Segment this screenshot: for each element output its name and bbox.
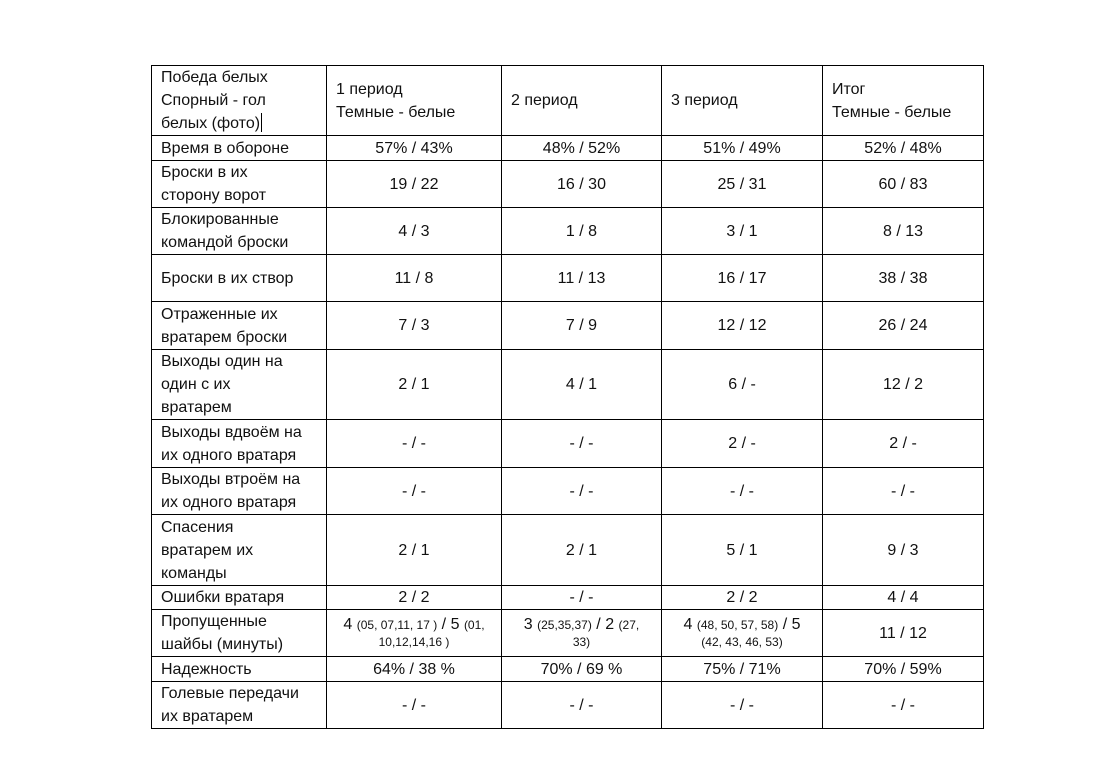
goal-minutes: (42, 43, 46, 53) xyxy=(701,635,783,649)
goals-cell-p3 xyxy=(662,610,823,657)
goal-minutes: 10,12,14,16 ) xyxy=(378,635,450,649)
stats-table xyxy=(151,65,984,729)
value-cell: - / - xyxy=(502,420,662,468)
goal-minutes: (27, xyxy=(618,618,640,632)
row-label-text: Выходы втроём на xyxy=(161,471,301,488)
row-label-text: команды xyxy=(161,564,227,582)
row-label xyxy=(152,420,327,468)
text-cursor xyxy=(261,113,262,132)
row-label-text: Ошибки вратаря xyxy=(161,589,285,606)
header-text: 1 период xyxy=(336,80,403,98)
goals-count: 3 xyxy=(523,616,533,633)
goals-count: 5 xyxy=(791,616,801,633)
header-text: Итог xyxy=(832,80,866,98)
row-label xyxy=(152,586,327,610)
value-cell: 51% / 49% xyxy=(662,136,823,161)
header-cell-period-2 xyxy=(502,66,662,136)
goal-minutes: (25,35,37) xyxy=(537,618,592,632)
row-label xyxy=(152,657,327,682)
value-cell: 12 / 12 xyxy=(662,302,823,350)
table-row xyxy=(152,136,984,161)
row-label xyxy=(152,682,327,729)
row-label-text: один с их xyxy=(161,376,231,393)
goal-minutes: (48, 50, 57, 58) xyxy=(696,618,779,632)
value-cell: 57% / 43% xyxy=(327,136,502,161)
value-cell: 19 / 22 xyxy=(327,161,502,208)
row-label-text: Голевые передачи xyxy=(161,685,299,702)
row-label xyxy=(152,350,327,420)
value-cell: - / - xyxy=(662,682,823,729)
table-row xyxy=(152,302,984,350)
row-label xyxy=(152,136,327,161)
header-cell-total xyxy=(823,66,984,136)
goals-count: 4 xyxy=(683,616,693,633)
goal-minutes: (05, 07,11, 17 ) xyxy=(356,618,438,632)
table-row xyxy=(152,350,984,420)
row-label-text: их одного вратаря xyxy=(161,494,297,511)
row-label xyxy=(152,468,327,515)
row-label-text: вратарем броски xyxy=(161,328,288,346)
value-cell: 16 / 30 xyxy=(502,161,662,208)
value-cell: 1 / 8 xyxy=(502,208,662,255)
row-label xyxy=(152,208,327,255)
value-cell: 25 / 31 xyxy=(662,161,823,208)
table-row xyxy=(152,468,984,515)
row-label-text: Блокированные xyxy=(161,211,279,228)
table-row xyxy=(152,161,984,208)
header-text: Темные - белые xyxy=(336,103,456,121)
value-cell: 6 / - xyxy=(662,350,823,420)
header-cell-result xyxy=(152,66,327,136)
value-cell: - / - xyxy=(823,682,984,729)
row-label xyxy=(152,161,327,208)
row-label-text: их одного вратаря xyxy=(161,446,297,464)
table-row xyxy=(152,420,984,468)
goals-count: 4 xyxy=(343,616,353,633)
row-label-text: Надежность xyxy=(161,660,252,678)
row-label-text: Выходы один на xyxy=(161,353,283,370)
row-label xyxy=(152,302,327,350)
header-text: Спорный - гол xyxy=(161,92,266,109)
value-cell: - / - xyxy=(662,468,823,515)
goals-separator: / xyxy=(596,616,601,633)
value-cell: 11 / 13 xyxy=(502,255,662,302)
row-label-text: Пропущенные xyxy=(161,613,267,630)
value-cell: 2 / 2 xyxy=(662,586,823,610)
row-label-text: Броски в их створ xyxy=(161,269,294,287)
value-cell: 11 / 8 xyxy=(327,255,502,302)
value-cell: 2 / 1 xyxy=(502,515,662,586)
value-cell: 60 / 83 xyxy=(823,161,984,208)
value-cell: 2 / 2 xyxy=(327,586,502,610)
value-cell: 3 / 1 xyxy=(662,208,823,255)
value-cell: 9 / 3 xyxy=(823,515,984,586)
value-cell: - / - xyxy=(327,468,502,515)
table-row xyxy=(152,208,984,255)
value-cell: 26 / 24 xyxy=(823,302,984,350)
value-cell: - / - xyxy=(327,682,502,729)
header-text: белых (фото) xyxy=(161,115,261,132)
header-text: Темные - белые xyxy=(832,103,952,121)
value-cell: 64% / 38 % xyxy=(327,657,502,682)
value-cell: 16 / 17 xyxy=(662,255,823,302)
value-cell: 7 / 3 xyxy=(327,302,502,350)
value-cell: 7 / 9 xyxy=(502,302,662,350)
goals-separator: / xyxy=(782,616,788,633)
value-cell: 4 / 1 xyxy=(502,350,662,420)
goal-minutes: 33) xyxy=(572,635,591,649)
value-cell: - / - xyxy=(502,682,662,729)
value-cell: 48% / 52% xyxy=(502,136,662,161)
goals-separator: / xyxy=(441,616,447,633)
row-label xyxy=(152,610,327,657)
value-cell: 4 / 3 xyxy=(327,208,502,255)
row-label-text: Спасения xyxy=(161,518,234,536)
value-cell: 4 / 4 xyxy=(823,586,984,610)
value-cell: 2 / - xyxy=(662,420,823,468)
value-cell: 38 / 38 xyxy=(823,255,984,302)
value-cell: - / - xyxy=(502,586,662,610)
row-label-text: Отраженные их xyxy=(161,305,278,323)
value-cell: 5 / 1 xyxy=(662,515,823,586)
value-cell: - / - xyxy=(502,468,662,515)
row-label-text: командой броски xyxy=(161,234,289,251)
header-text: 2 период xyxy=(511,92,578,109)
goals-count: 2 xyxy=(605,616,615,633)
table-row xyxy=(152,255,984,302)
value-cell: 2 / 1 xyxy=(327,350,502,420)
table-row xyxy=(152,515,984,586)
row-label-text: Выходы вдвоём на xyxy=(161,423,302,441)
row-label-text: вратарем их xyxy=(161,541,254,559)
value-cell: - / - xyxy=(823,468,984,515)
row-label-text: их вратарем xyxy=(161,708,254,725)
table-row xyxy=(152,586,984,610)
header-row xyxy=(152,66,984,136)
value-cell: 2 / - xyxy=(823,420,984,468)
goals-count: 5 xyxy=(450,616,460,633)
header-text: 3 период xyxy=(671,92,738,109)
goal-minutes: (01, xyxy=(463,618,485,632)
value-cell: 70% / 69 % xyxy=(502,657,662,682)
header-text: Победа белых xyxy=(161,69,268,86)
value-cell: 8 / 13 xyxy=(823,208,984,255)
goals-cell-p2 xyxy=(502,610,662,657)
row-label xyxy=(152,515,327,586)
value-cell: 12 / 2 xyxy=(823,350,984,420)
value-cell: 52% / 48% xyxy=(823,136,984,161)
row-label-text: сторону ворот xyxy=(161,187,267,204)
table-row-goals xyxy=(152,610,984,657)
row-label-text: вратарем xyxy=(161,399,232,416)
header-cell-period-1 xyxy=(327,66,502,136)
row-label-text: Броски в их xyxy=(161,164,248,181)
value-cell: 70% / 59% xyxy=(823,657,984,682)
value-cell: 11 / 12 xyxy=(823,610,984,657)
value-cell: - / - xyxy=(327,420,502,468)
row-label-text: шайбы (минуты) xyxy=(161,636,284,653)
header-cell-period-3 xyxy=(662,66,823,136)
value-cell: 75% / 71% xyxy=(662,657,823,682)
table-row xyxy=(152,657,984,682)
value-cell: 2 / 1 xyxy=(327,515,502,586)
table-row xyxy=(152,682,984,729)
row-label xyxy=(152,255,327,302)
row-label-text: Время в обороне xyxy=(161,139,290,157)
goals-cell-p1 xyxy=(327,610,502,657)
